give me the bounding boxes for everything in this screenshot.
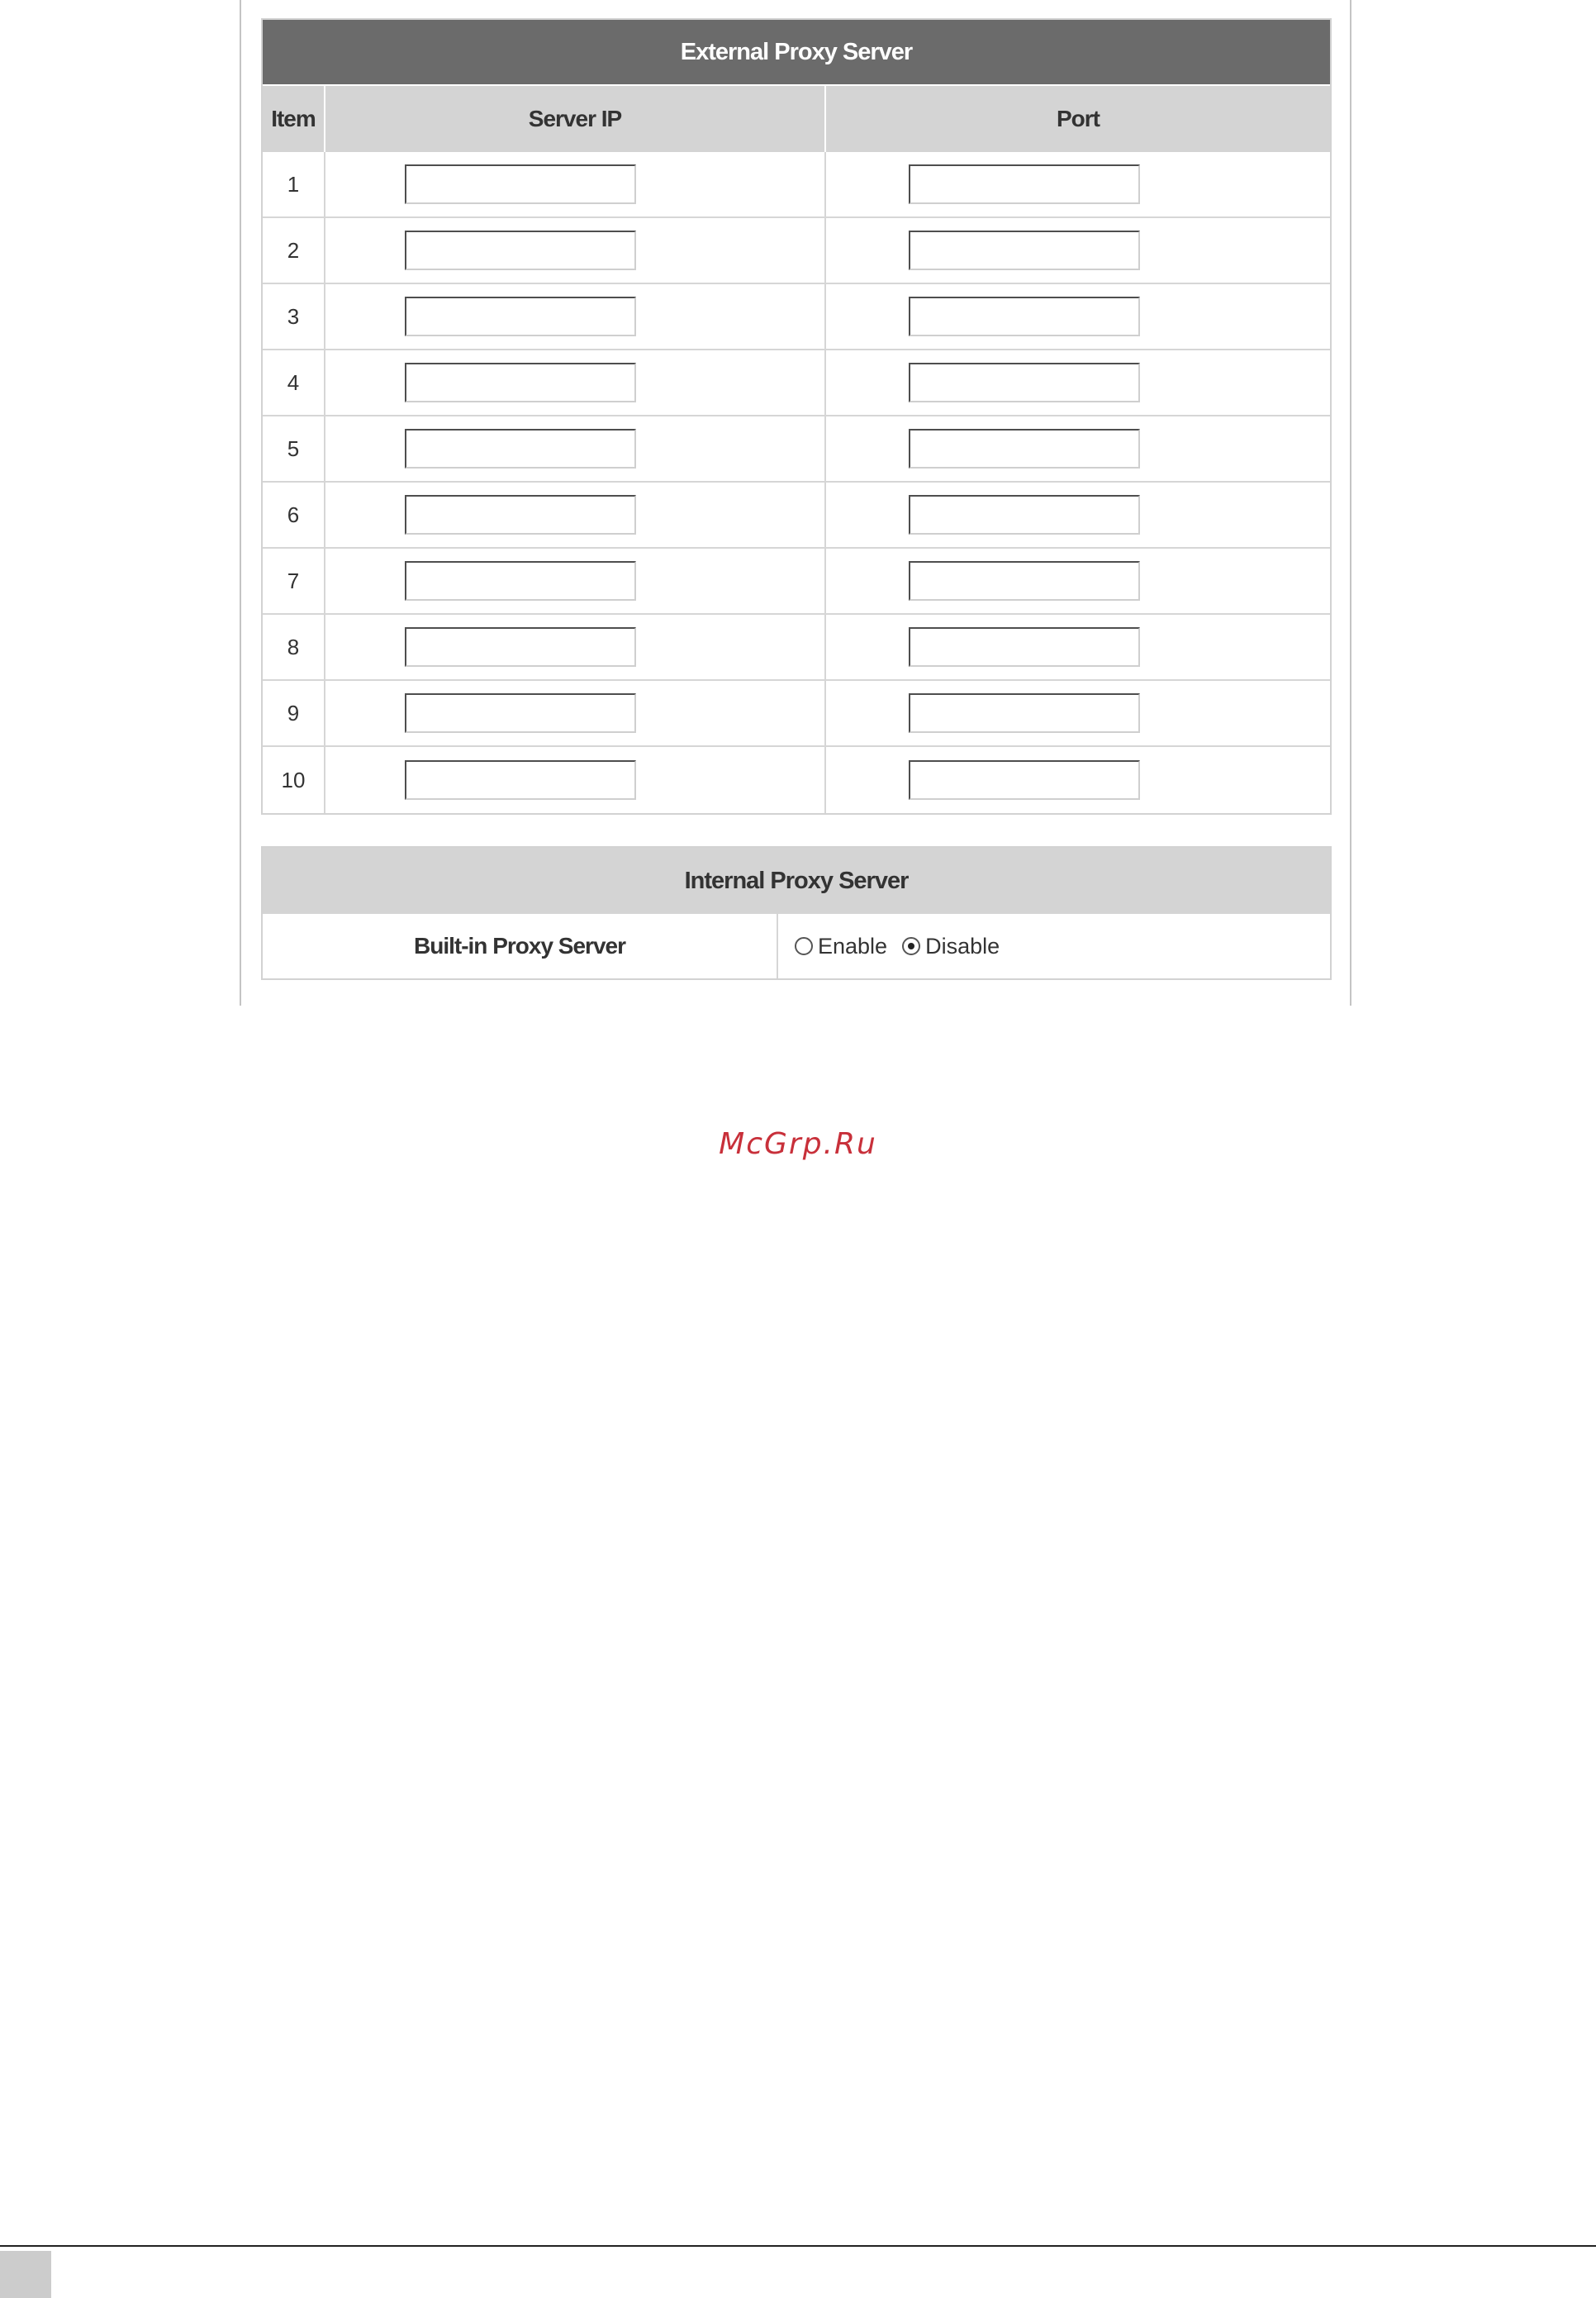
table-row	[263, 615, 1330, 681]
table-row	[263, 218, 1330, 284]
table-row	[263, 549, 1330, 615]
server-ip-input[interactable]	[405, 164, 636, 204]
item-number: 8	[263, 615, 325, 679]
external-proxy-table	[261, 18, 1332, 815]
external-proxy-title: External Proxy Server	[263, 20, 1330, 86]
item-number: 1	[263, 152, 325, 216]
footer-divider	[0, 2245, 1596, 2247]
table-row	[263, 483, 1330, 549]
watermark-text: McGrp.Ru	[719, 1127, 877, 1161]
server-ip-input[interactable]	[405, 363, 636, 402]
page-number-block	[0, 2251, 51, 2298]
table-row	[263, 681, 1330, 747]
port-input[interactable]	[909, 164, 1140, 204]
item-number: 2	[263, 218, 325, 283]
built-in-proxy-label: Built-in Proxy Server	[263, 914, 778, 978]
port-input[interactable]	[909, 561, 1140, 601]
proxy-settings-panel	[240, 0, 1351, 1006]
server-ip-input[interactable]	[405, 495, 636, 535]
item-number: 9	[263, 681, 325, 745]
server-ip-input[interactable]	[405, 297, 636, 336]
table-row	[263, 416, 1330, 483]
table-row	[263, 284, 1330, 350]
built-in-proxy-row	[263, 914, 1330, 978]
item-number: 6	[263, 483, 325, 547]
table-row	[263, 152, 1330, 218]
table-header-row	[263, 86, 1330, 152]
item-number: 7	[263, 549, 325, 613]
port-input[interactable]	[909, 297, 1140, 336]
server-ip-input[interactable]	[405, 627, 636, 667]
internal-proxy-table	[261, 846, 1332, 980]
disable-radio[interactable]	[902, 937, 920, 955]
built-in-proxy-options	[778, 914, 1330, 978]
item-number: 10	[263, 747, 325, 813]
disable-option[interactable]	[902, 934, 1000, 959]
port-input[interactable]	[909, 693, 1140, 733]
internal-proxy-title: Internal Proxy Server	[263, 848, 1330, 914]
port-input[interactable]	[909, 760, 1140, 800]
server-ip-input[interactable]	[405, 693, 636, 733]
server-ip-input[interactable]	[405, 561, 636, 601]
server-ip-input[interactable]	[405, 429, 636, 469]
column-header-item: Item	[263, 86, 325, 152]
enable-label: Enable	[818, 933, 888, 959]
item-number: 4	[263, 350, 325, 415]
port-input[interactable]	[909, 363, 1140, 402]
enable-radio[interactable]	[795, 937, 813, 955]
item-number: 5	[263, 416, 325, 481]
port-input[interactable]	[909, 495, 1140, 535]
column-header-server-ip: Server IP	[325, 86, 826, 152]
port-input[interactable]	[909, 231, 1140, 270]
disable-label: Disable	[925, 933, 1000, 959]
column-header-port: Port	[1057, 106, 1100, 131]
enable-option[interactable]	[795, 934, 887, 959]
port-input[interactable]	[909, 627, 1140, 667]
table-row	[263, 747, 1330, 813]
item-number: 3	[263, 284, 325, 349]
server-ip-input[interactable]	[405, 231, 636, 270]
port-input[interactable]	[909, 429, 1140, 469]
table-row	[263, 350, 1330, 416]
server-ip-input[interactable]	[405, 760, 636, 800]
